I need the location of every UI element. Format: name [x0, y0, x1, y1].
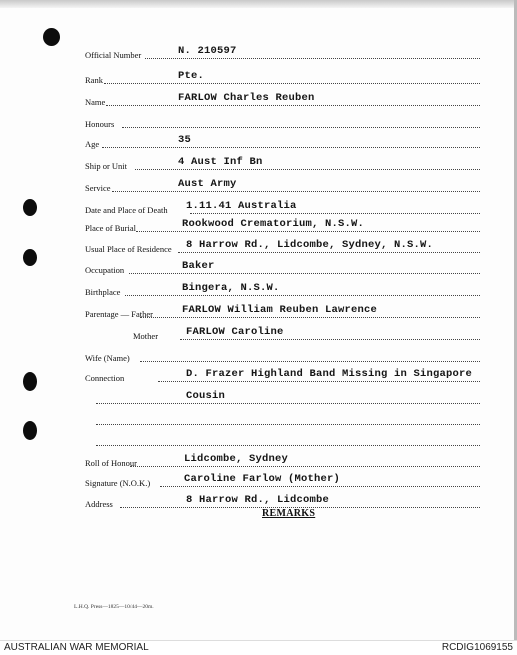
field-label: Place of Burial [85, 223, 136, 233]
field-value: 4 Aust Inf Bn [178, 156, 263, 168]
footer-source: AUSTRALIAN WAR MEMORIAL [4, 642, 149, 653]
field-dotted-line [190, 213, 480, 214]
field-label: Connection [85, 373, 125, 383]
field-label: Occupation [85, 265, 125, 275]
field-row-place-of-burial [0, 220, 517, 234]
field-value: Aust Army [178, 178, 237, 190]
field-dotted-line [130, 466, 480, 467]
field-label: Rank [85, 75, 103, 85]
field-value: FARLOW Caroline [186, 326, 284, 338]
field-label: Address [85, 499, 113, 509]
punch-hole-top [43, 28, 60, 46]
remarks-heading: REMARKS [262, 508, 316, 519]
field-dotted-line [125, 295, 480, 296]
field-row-rank [0, 72, 517, 86]
field-row-connection [0, 370, 517, 384]
field-dotted-line [96, 445, 480, 446]
field-label: Age [85, 139, 100, 149]
field-label: Parentage — Father [85, 309, 153, 319]
field-label: Service [85, 183, 111, 193]
print-reference: L.H.Q. Press—1825—10/44—20m. [74, 604, 154, 610]
field-dotted-line [96, 424, 480, 425]
field-value: Baker [182, 260, 215, 272]
field-dotted-line [104, 83, 480, 84]
field-row-address [0, 496, 517, 510]
field-label: Mother [133, 331, 159, 341]
field-dotted-line [140, 317, 480, 318]
field-row-occupation [0, 262, 517, 276]
field-row-connection-line-3 [0, 413, 517, 427]
field-value: 8 Harrow Rd., Lidcombe [186, 494, 330, 506]
field-dotted-line [180, 339, 480, 340]
footer-bar [0, 640, 517, 655]
field-dotted-line [160, 486, 480, 487]
field-label: Signature (N.O.K.) [85, 478, 151, 488]
field-dotted-line [135, 169, 480, 170]
field-dotted-line [112, 191, 480, 192]
field-row-ship-or-unit [0, 158, 517, 172]
footer-record-id: RCDIG1069155 [441, 642, 513, 653]
field-value: 8 Harrow Rd., Lidcombe, Sydney, N.S.W. [186, 239, 434, 251]
field-dotted-line [145, 58, 480, 59]
field-row-birthplace [0, 284, 517, 298]
field-row-signature-nok [0, 475, 517, 489]
field-label: Official Number [85, 50, 142, 60]
field-value: 35 [178, 134, 192, 146]
field-value: FARLOW Charles Reuben [178, 92, 315, 104]
field-value: FARLOW William Reuben Lawrence [182, 304, 378, 316]
field-row-parentage-mother [0, 328, 517, 342]
field-value: Pte. [178, 70, 205, 82]
field-label: Name [85, 97, 106, 107]
field-value: D. Frazer Highland Band Missing in Singapore [186, 368, 473, 380]
field-label: Roll of Honour [85, 458, 137, 468]
field-row-parentage-father [0, 306, 517, 320]
field-row-connection-line-2 [0, 392, 517, 406]
field-dotted-line [102, 147, 480, 148]
field-label: Wife (Name) [85, 353, 130, 363]
field-label: Birthplace [85, 287, 121, 297]
field-row-official-number [0, 47, 517, 61]
field-dotted-line [106, 105, 480, 106]
field-label: Date and Place of Death [85, 205, 168, 215]
field-row-date-place-of-death [0, 202, 517, 216]
field-row-usual-residence [0, 241, 517, 255]
field-row-name [0, 94, 517, 108]
scan-edge-top [0, 0, 517, 8]
field-value: Caroline Farlow (Mother) [184, 473, 341, 485]
field-dotted-line [136, 231, 480, 232]
field-value: Cousin [186, 390, 226, 402]
field-value: Rookwood Crematorium, N.S.W. [182, 218, 365, 230]
field-value: 1.11.41 Australia [186, 200, 297, 212]
field-row-honours [0, 116, 517, 130]
field-row-age [0, 136, 517, 150]
field-value: Bingera, N.S.W. [182, 282, 280, 294]
field-dotted-line [122, 127, 480, 128]
field-value: Lidcombe, Sydney [184, 453, 289, 465]
field-label: Honours [85, 119, 115, 129]
field-row-service [0, 180, 517, 194]
field-dotted-line [140, 361, 480, 362]
field-dotted-line [129, 273, 480, 274]
field-row-connection-line-4 [0, 434, 517, 448]
field-row-wife-name [0, 350, 517, 364]
field-label: Ship or Unit [85, 161, 128, 171]
field-label: Usual Place of Residence [85, 244, 172, 254]
field-dotted-line [96, 403, 480, 404]
field-value: N. 210597 [178, 45, 237, 57]
field-dotted-line [158, 381, 480, 382]
field-dotted-line [178, 252, 480, 253]
field-row-roll-of-honour [0, 455, 517, 469]
